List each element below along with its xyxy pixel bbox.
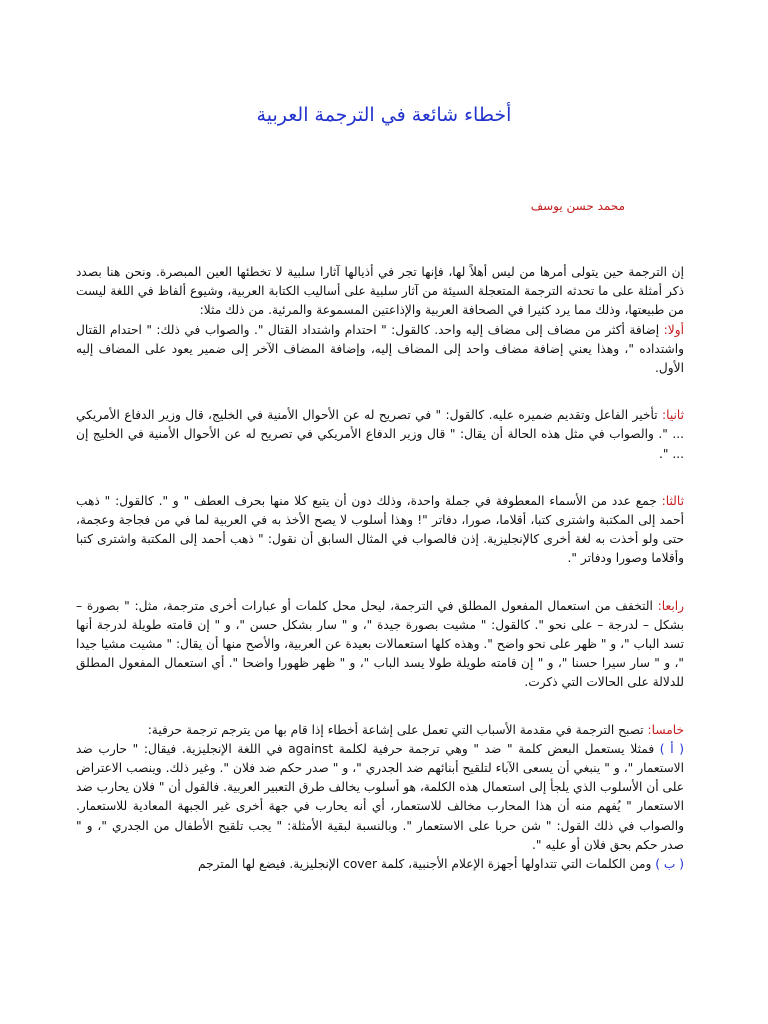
spacer [76,569,684,597]
sub-paragraph-b-letter: ( ب ) [655,857,684,872]
author-name: محمد حسن يوسف [530,199,625,213]
sub-paragraph-b [76,855,684,874]
sub-paragraph-a [76,740,684,855]
paragraph-third-lead: ثالثا: [661,493,684,508]
spacer [76,378,684,406]
sub-paragraph-b-text-1: ومن الكلمات التي تتداولها أجهزة الإعلام الأجنبية، كلمة [377,857,656,872]
paragraph-fourth-text: التخفف من استعمال المفعول المطلق في الترجمة، ليحل محل كلمات أو عبارات أخرى مترجمة، مثل: " بصورة – بشكل – لدرجة – على نحو ". كالقول: " مشيت بصورة جيدة "، و " سار بشكل حسن "، و " إن قامته طويلة لدرجة أنها تسد الباب "، و " ظهر على نحو واضح ". وهذه كلها استعمالات بعيدة عن العربية، والأصح منها أن يقال: " مشيت مشيا جيدا "، و " سار سيرا حسنا "، و " إن قامته طويلة طولا يسد الباب "، و " ظهر ظهورا واضحا ". أي استعمال المفعول المطلق للدلالة على الحالات التي ذكرت. [76,598,684,690]
sub-paragraph-b-english-word: cover [343,857,378,872]
paragraph-third [76,492,684,569]
sub-paragraph-a-text-2: في اللغة الإنجليزية. فيقال: " حارب ضد الاستعمار "، و " ينبغي أن يسعى الآباء لتلقيح أبنائهم ضد الجدري "، و " صدر حكم ضد فلان ". وغير ذلك. وينصب الاعتراض على أن الأسلوب الذي يلجأ إلى استعمال هذه الكلمة، هو أسلوب يخالف طرق التعبير العربية. فالقول أن " فلان يحارب ضد الاستعمار " يُفهم منه أن هذا المحارب مخالف للاستعمار، أي أنه يحارب في جهة أخرى غير الجبهة المعادية للاستعمار. والصواب في ذلك القول: " شن حربا على الاستعمار ". وبالنسبة لبقية الأمثلة: " يجب تلقيح الأطفال من الجدري "، و " صدر حكم بحق فلان أو عليه ". [76,741,684,852]
spacer [76,693,684,721]
paragraph-fifth [76,721,684,740]
document-body [76,263,684,874]
paragraph-fourth [76,597,684,693]
sub-paragraph-a-english-word: against [288,741,334,756]
paragraph-first [76,321,684,379]
intro-paragraph: إن الترجمة حين يتولى أمرها من ليس أهلاً لها، فإنها تجر في أذيالها آثارا سلبية لا تخطئها العين المبصرة. ونحن هنا بصدد ذكر أمثلة على ما تحدثه الترجمة المتعجلة السيئة من آثار سلبية على أساليب الكتابة العربية، وشيوع ألفاظ في اللغة ليست من طبيعتها، وذلك مما يرد كثيرا في الصحافة العربية والإذاعتين المسموعة والمرئية. من ذلك مثلا: [76,265,684,318]
sub-paragraph-a-text-1: فمثلا يستعمل البعض كلمة " ضد " وهي ترجمة حرفية لكلمة [333,741,660,756]
sub-paragraph-a-letter: ( أ ) [659,741,684,756]
paragraph-third-text: جمع عدد من الأسماء المعطوفة في جملة واحدة، وذلك دون أن يتبع كلا منها بحرف العطف " و ". كالقول: " ذهب أحمد إلى المكتبة واشترى كتبا، أقلاما، صورا، دفاتر "! وهذا أسلوب لا يصح الأخذ به في العربية لما في من فجاجة وعجمة، حتى ولو أخذت به لغة أخرى كالإنجليزية. إذن فالصواب في المثال السابق أن نقول: " ذهب أحمد إلى المكتبة واشترى كتبا وأقلاما وصورا ودفاتر ". [76,493,684,566]
paragraph-first-lead: أولا: [663,322,684,337]
paragraph-second-text: تأخير الفاعل وتقديم ضميره عليه. كالقول: " في تصريح له عن الأحوال الأمنية في الخليج، قال وزير الدفاع الأمريكي ... ". والصواب في مثل هذه الحالة أن يقال: " قال وزير الدفاع الأمريكي في تصريح له عن الأحوال الأمنية في الخليج إن ... ". [76,408,684,461]
paragraph-fourth-lead: رابعا: [657,598,684,613]
document-title: أخطاء شائعة في الترجمة العربية [256,104,512,126]
spacer [76,464,684,492]
paragraph-fifth-text: تصبح الترجمة في مقدمة الأسباب التي تعمل على إشاعة أخطاء إذا قام بها من يترجم ترجمة حرفية: [147,722,648,737]
paragraph-first-text: إضافة أكثر من مضاف إلى مضاف إليه واحد. كالقول: " احتدام واشتداد القتال ". والصواب في ذلك: " احتدام القتال واشتداده "، وهذا يعني إضافة مضاف واحد إلى المضاف إليه، وإضافة المضاف الآخر إلى ضمير يعود على المضاف إليه الأول. [76,322,684,376]
paragraph-second-lead: ثانيا: [662,408,684,423]
paragraph-second [76,406,684,464]
sub-paragraph-b-text-2: الإنجليزية. فيضع لها المترجم [197,857,344,872]
paragraph-fifth-lead: خامسا: [647,722,684,737]
